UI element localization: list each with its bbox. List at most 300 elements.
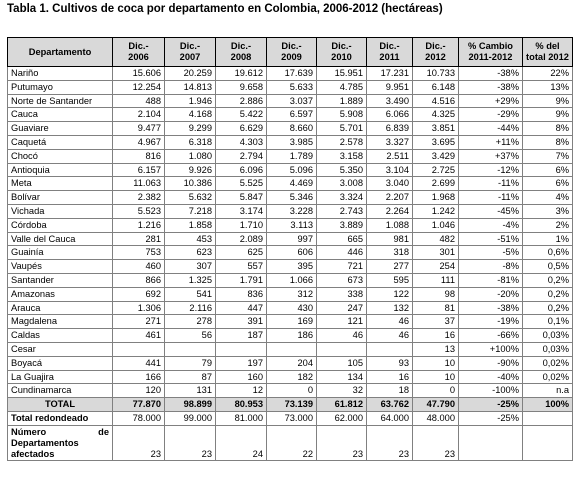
value-cell: 121 [317, 315, 367, 329]
value-cell: 1.791 [216, 273, 267, 287]
value-cell: 3.040 [367, 177, 413, 191]
department-cell: Cauca [8, 108, 113, 122]
value-cell: 12 [216, 384, 267, 398]
value-cell: 307 [165, 260, 216, 274]
value-cell [367, 342, 413, 356]
value-cell: 11.063 [113, 177, 165, 191]
department-cell: Caquetá [8, 135, 113, 149]
value-cell: 1.946 [165, 94, 216, 108]
department-cell: Número de Departamentos afectados [8, 425, 113, 460]
value-cell: 98 [413, 287, 459, 301]
value-cell: 23 [165, 425, 216, 460]
value-cell: 623 [165, 246, 216, 260]
value-cell: 866 [113, 273, 165, 287]
table-row [8, 301, 573, 315]
department-cell: Bolívar [8, 191, 113, 205]
value-cell: 6.597 [267, 108, 317, 122]
value-cell: 105 [317, 356, 367, 370]
value-cell: 2.699 [413, 177, 459, 191]
value-cell: 2.511 [367, 149, 413, 163]
table-title: Tabla 1. Cultivos de coca por departamento en Colombia, 2006-2012 (hectáreas) [7, 3, 443, 15]
value-cell: 0 [267, 384, 317, 398]
value-cell: 1.325 [165, 273, 216, 287]
value-cell: -12% [459, 163, 523, 177]
value-cell: 2.743 [317, 204, 367, 218]
value-cell: 47.790 [413, 398, 459, 412]
value-cell [523, 411, 573, 425]
value-cell: 1.889 [317, 94, 367, 108]
value-cell: 271 [113, 315, 165, 329]
value-cell: 7.218 [165, 204, 216, 218]
value-cell: 625 [216, 246, 267, 260]
department-cell: Guainía [8, 246, 113, 260]
value-cell: -38% [459, 80, 523, 94]
table-row [8, 122, 573, 136]
value-cell: 56 [165, 329, 216, 343]
value-cell: 1.968 [413, 191, 459, 205]
value-cell: 8% [523, 122, 573, 136]
value-cell: 10.386 [165, 177, 216, 191]
table-row [8, 135, 573, 149]
value-cell: 182 [267, 370, 317, 384]
value-cell: -29% [459, 108, 523, 122]
value-cell: 16 [367, 370, 413, 384]
value-cell: -4% [459, 218, 523, 232]
value-cell: 10 [413, 370, 459, 384]
value-cell: 131 [165, 384, 216, 398]
value-cell: 5.701 [317, 122, 367, 136]
value-cell: 7% [523, 149, 573, 163]
value-cell: 4.168 [165, 108, 216, 122]
value-cell [459, 425, 523, 460]
value-cell: 3.158 [317, 149, 367, 163]
value-cell: 2% [523, 218, 573, 232]
value-cell: 430 [267, 301, 317, 315]
value-cell: 2.725 [413, 163, 459, 177]
value-cell: 557 [216, 260, 267, 274]
value-cell: 166 [113, 370, 165, 384]
value-cell: 254 [413, 260, 459, 274]
value-cell: 4.325 [413, 108, 459, 122]
value-cell: 32 [317, 384, 367, 398]
column-header: % Cambio 2011-2012 [459, 38, 523, 67]
value-cell: 79 [165, 356, 216, 370]
table-row [8, 177, 573, 191]
value-cell: 23 [317, 425, 367, 460]
value-cell: 16 [413, 329, 459, 343]
value-cell: 0,03% [523, 329, 573, 343]
value-cell: 186 [267, 329, 317, 343]
table-row [8, 163, 573, 177]
value-cell: -81% [459, 273, 523, 287]
value-cell: 3.851 [413, 122, 459, 136]
value-cell: 3.429 [413, 149, 459, 163]
value-cell: 5.632 [165, 191, 216, 205]
value-cell: 9.477 [113, 122, 165, 136]
department-cell: Caldas [8, 329, 113, 343]
table-row [8, 342, 573, 356]
table-row [8, 246, 573, 260]
column-header: Dic.- 2012 [413, 38, 459, 67]
value-cell: 64.000 [367, 411, 413, 425]
value-cell: 6.066 [367, 108, 413, 122]
value-cell: 606 [267, 246, 317, 260]
value-cell: 61.812 [317, 398, 367, 412]
value-cell: 46 [317, 329, 367, 343]
value-cell: 4.516 [413, 94, 459, 108]
value-cell: 3.985 [267, 135, 317, 149]
value-cell: +37% [459, 149, 523, 163]
value-cell: 3.490 [367, 94, 413, 108]
column-header: Dic.- 2008 [216, 38, 267, 67]
value-cell: 0,03% [523, 342, 573, 356]
value-cell: 247 [317, 301, 367, 315]
value-cell: 63.762 [367, 398, 413, 412]
value-cell: 488 [113, 94, 165, 108]
value-cell: -100% [459, 384, 523, 398]
value-cell: 23 [413, 425, 459, 460]
department-cell: Vaupés [8, 260, 113, 274]
value-cell: 753 [113, 246, 165, 260]
value-cell: -38% [459, 67, 523, 81]
value-cell: 0 [413, 384, 459, 398]
department-cell: La Guajira [8, 370, 113, 384]
value-cell: 122 [367, 287, 413, 301]
table-row [8, 218, 573, 232]
department-cell: Antioquia [8, 163, 113, 177]
value-cell: 23 [113, 425, 165, 460]
value-cell: 100% [523, 398, 573, 412]
value-cell: 81.000 [216, 411, 267, 425]
value-cell: 692 [113, 287, 165, 301]
table-row [8, 94, 573, 108]
value-cell: 18 [367, 384, 413, 398]
value-cell: -40% [459, 370, 523, 384]
value-cell: 62.000 [317, 411, 367, 425]
value-cell: 2.089 [216, 232, 267, 246]
value-cell: 160 [216, 370, 267, 384]
value-cell: 9.926 [165, 163, 216, 177]
department-cell: Córdoba [8, 218, 113, 232]
value-cell: 3.889 [317, 218, 367, 232]
department-cell: Vichada [8, 204, 113, 218]
value-cell: 0,6% [523, 246, 573, 260]
value-cell: 278 [165, 315, 216, 329]
table-row [8, 356, 573, 370]
value-cell: 2.382 [113, 191, 165, 205]
value-cell: 9% [523, 94, 573, 108]
value-cell: 22% [523, 67, 573, 81]
value-cell: 461 [113, 329, 165, 343]
department-cell: Total redondeado [8, 411, 113, 425]
value-cell: 5.096 [267, 163, 317, 177]
value-cell: 665 [317, 232, 367, 246]
value-cell [317, 342, 367, 356]
affected-departments-row [8, 425, 573, 460]
value-cell: 204 [267, 356, 317, 370]
value-cell: 5.633 [267, 80, 317, 94]
value-cell: 6.148 [413, 80, 459, 94]
value-cell: 5.847 [216, 191, 267, 205]
value-cell: 5.346 [267, 191, 317, 205]
value-cell: 3.174 [216, 204, 267, 218]
value-cell: 2.794 [216, 149, 267, 163]
value-cell: 8% [523, 135, 573, 149]
value-cell: 81 [413, 301, 459, 315]
value-cell: 0,02% [523, 356, 573, 370]
value-cell: 9% [523, 108, 573, 122]
value-cell: 446 [317, 246, 367, 260]
value-cell: 13 [413, 342, 459, 356]
value-cell: 5.350 [317, 163, 367, 177]
value-cell: n.a [523, 384, 573, 398]
value-cell [216, 342, 267, 356]
value-cell: 6.096 [216, 163, 267, 177]
department-cell: Norte de Santander [8, 94, 113, 108]
value-cell: 1.216 [113, 218, 165, 232]
value-cell: 2.578 [317, 135, 367, 149]
value-cell: 120 [113, 384, 165, 398]
value-cell: 338 [317, 287, 367, 301]
value-cell: 0,1% [523, 315, 573, 329]
value-cell: 395 [267, 260, 317, 274]
column-header: Dic.- 2007 [165, 38, 216, 67]
value-cell: 5.422 [216, 108, 267, 122]
value-cell: 24 [216, 425, 267, 460]
value-cell: 14.813 [165, 80, 216, 94]
department-cell: Chocó [8, 149, 113, 163]
department-cell: Guaviare [8, 122, 113, 136]
department-cell: Boyacá [8, 356, 113, 370]
department-cell: Cesar [8, 342, 113, 356]
value-cell: 1.789 [267, 149, 317, 163]
value-cell: 132 [367, 301, 413, 315]
value-cell: 482 [413, 232, 459, 246]
value-cell: 391 [216, 315, 267, 329]
table-row [8, 232, 573, 246]
value-cell: -90% [459, 356, 523, 370]
value-cell: 6.629 [216, 122, 267, 136]
value-cell: 2.104 [113, 108, 165, 122]
value-cell: 453 [165, 232, 216, 246]
value-cell: 447 [216, 301, 267, 315]
department-cell: TOTAL [8, 398, 113, 412]
value-cell: 0,2% [523, 273, 573, 287]
value-cell: -44% [459, 122, 523, 136]
value-cell: 3% [523, 204, 573, 218]
value-cell: -66% [459, 329, 523, 343]
value-cell: 1.858 [165, 218, 216, 232]
value-cell: 301 [413, 246, 459, 260]
value-cell: 5.908 [317, 108, 367, 122]
table-row [8, 149, 573, 163]
value-cell: 595 [367, 273, 413, 287]
value-cell: -20% [459, 287, 523, 301]
value-cell: 9.658 [216, 80, 267, 94]
total-row [8, 398, 573, 412]
value-cell: 997 [267, 232, 317, 246]
value-cell: +29% [459, 94, 523, 108]
value-cell: 134 [317, 370, 367, 384]
value-cell: 816 [113, 149, 165, 163]
column-header: Departamento [8, 38, 113, 67]
table-body [8, 67, 573, 461]
value-cell: 169 [267, 315, 317, 329]
value-cell: +100% [459, 342, 523, 356]
value-cell: -25% [459, 398, 523, 412]
value-cell: 4% [523, 191, 573, 205]
table-row [8, 273, 573, 287]
value-cell: 37 [413, 315, 459, 329]
value-cell: 22 [267, 425, 317, 460]
value-cell: 46 [367, 329, 413, 343]
value-cell: -11% [459, 191, 523, 205]
value-cell: 0,2% [523, 301, 573, 315]
value-cell: 6.157 [113, 163, 165, 177]
value-cell: 318 [367, 246, 413, 260]
value-cell: -51% [459, 232, 523, 246]
department-cell: Santander [8, 273, 113, 287]
value-cell: 99.000 [165, 411, 216, 425]
value-cell [267, 342, 317, 356]
value-cell: 6.839 [367, 122, 413, 136]
value-cell: -8% [459, 260, 523, 274]
value-cell: 5.523 [113, 204, 165, 218]
value-cell: 312 [267, 287, 317, 301]
value-cell: 15.951 [317, 67, 367, 81]
column-header: Dic.- 2010 [317, 38, 367, 67]
value-cell: 3.037 [267, 94, 317, 108]
value-cell: 5.525 [216, 177, 267, 191]
value-cell: 6% [523, 163, 573, 177]
value-cell: 10 [413, 356, 459, 370]
value-cell: 17.639 [267, 67, 317, 81]
value-cell: 2.886 [216, 94, 267, 108]
department-cell: Putumayo [8, 80, 113, 94]
value-cell: 3.008 [317, 177, 367, 191]
value-cell: 673 [317, 273, 367, 287]
value-cell: 2.264 [367, 204, 413, 218]
value-cell [113, 342, 165, 356]
value-cell: 98.899 [165, 398, 216, 412]
value-cell: 6% [523, 177, 573, 191]
value-cell: 46 [367, 315, 413, 329]
value-cell: 0,5% [523, 260, 573, 274]
value-cell: 1% [523, 232, 573, 246]
value-cell: 3.104 [367, 163, 413, 177]
value-cell: 111 [413, 273, 459, 287]
value-cell: 1.046 [413, 218, 459, 232]
table-header [8, 38, 573, 67]
value-cell: 4.303 [216, 135, 267, 149]
value-cell: 3.324 [317, 191, 367, 205]
value-cell: 15.606 [113, 67, 165, 81]
table-row [8, 191, 573, 205]
value-cell: 3.113 [267, 218, 317, 232]
value-cell: 73.139 [267, 398, 317, 412]
value-cell: -11% [459, 177, 523, 191]
value-cell: 9.299 [165, 122, 216, 136]
value-cell: -45% [459, 204, 523, 218]
value-cell: 721 [317, 260, 367, 274]
value-cell [523, 425, 573, 460]
value-cell: 17.231 [367, 67, 413, 81]
value-cell: 4.785 [317, 80, 367, 94]
value-cell: 10.733 [413, 67, 459, 81]
value-cell: 12.254 [113, 80, 165, 94]
table-row [8, 260, 573, 274]
column-header: % del total 2012 [523, 38, 573, 67]
table-row [8, 315, 573, 329]
value-cell: 541 [165, 287, 216, 301]
column-header: Dic.- 2006 [113, 38, 165, 67]
value-cell: 277 [367, 260, 413, 274]
value-cell: 6.318 [165, 135, 216, 149]
table-row [8, 384, 573, 398]
value-cell: 20.259 [165, 67, 216, 81]
table-row [8, 108, 573, 122]
value-cell: 3.327 [367, 135, 413, 149]
department-cell: Cundinamarca [8, 384, 113, 398]
value-cell: 73.000 [267, 411, 317, 425]
value-cell: 48.000 [413, 411, 459, 425]
value-cell: 836 [216, 287, 267, 301]
table-row [8, 80, 573, 94]
value-cell: 281 [113, 232, 165, 246]
table-row [8, 204, 573, 218]
value-cell: 23 [367, 425, 413, 460]
department-cell: Arauca [8, 301, 113, 315]
value-cell: 1.088 [367, 218, 413, 232]
department-cell: Valle del Cauca [8, 232, 113, 246]
value-cell: 80.953 [216, 398, 267, 412]
value-cell: 4.967 [113, 135, 165, 149]
value-cell: -38% [459, 301, 523, 315]
value-cell: -19% [459, 315, 523, 329]
column-header: Dic.- 2009 [267, 38, 317, 67]
value-cell: +11% [459, 135, 523, 149]
value-cell: 197 [216, 356, 267, 370]
value-cell: 19.612 [216, 67, 267, 81]
value-cell: 87 [165, 370, 216, 384]
department-cell: Amazonas [8, 287, 113, 301]
table-row [8, 370, 573, 384]
value-cell: 3.695 [413, 135, 459, 149]
department-cell: Nariño [8, 67, 113, 81]
value-cell: 460 [113, 260, 165, 274]
value-cell: 441 [113, 356, 165, 370]
value-cell: -25% [459, 411, 523, 425]
value-cell [165, 342, 216, 356]
table-row [8, 67, 573, 81]
value-cell: -5% [459, 246, 523, 260]
value-cell: 4.469 [267, 177, 317, 191]
value-cell: 1.242 [413, 204, 459, 218]
value-cell: 981 [367, 232, 413, 246]
value-cell: 2.207 [367, 191, 413, 205]
table-row [8, 287, 573, 301]
value-cell: 0,02% [523, 370, 573, 384]
department-cell: Magdalena [8, 315, 113, 329]
value-cell: 78.000 [113, 411, 165, 425]
value-cell: 0,2% [523, 287, 573, 301]
value-cell: 2.116 [165, 301, 216, 315]
table-row [8, 329, 573, 343]
value-cell: 13% [523, 80, 573, 94]
value-cell: 9.951 [367, 80, 413, 94]
column-header: Dic.- 2011 [367, 38, 413, 67]
value-cell: 93 [367, 356, 413, 370]
